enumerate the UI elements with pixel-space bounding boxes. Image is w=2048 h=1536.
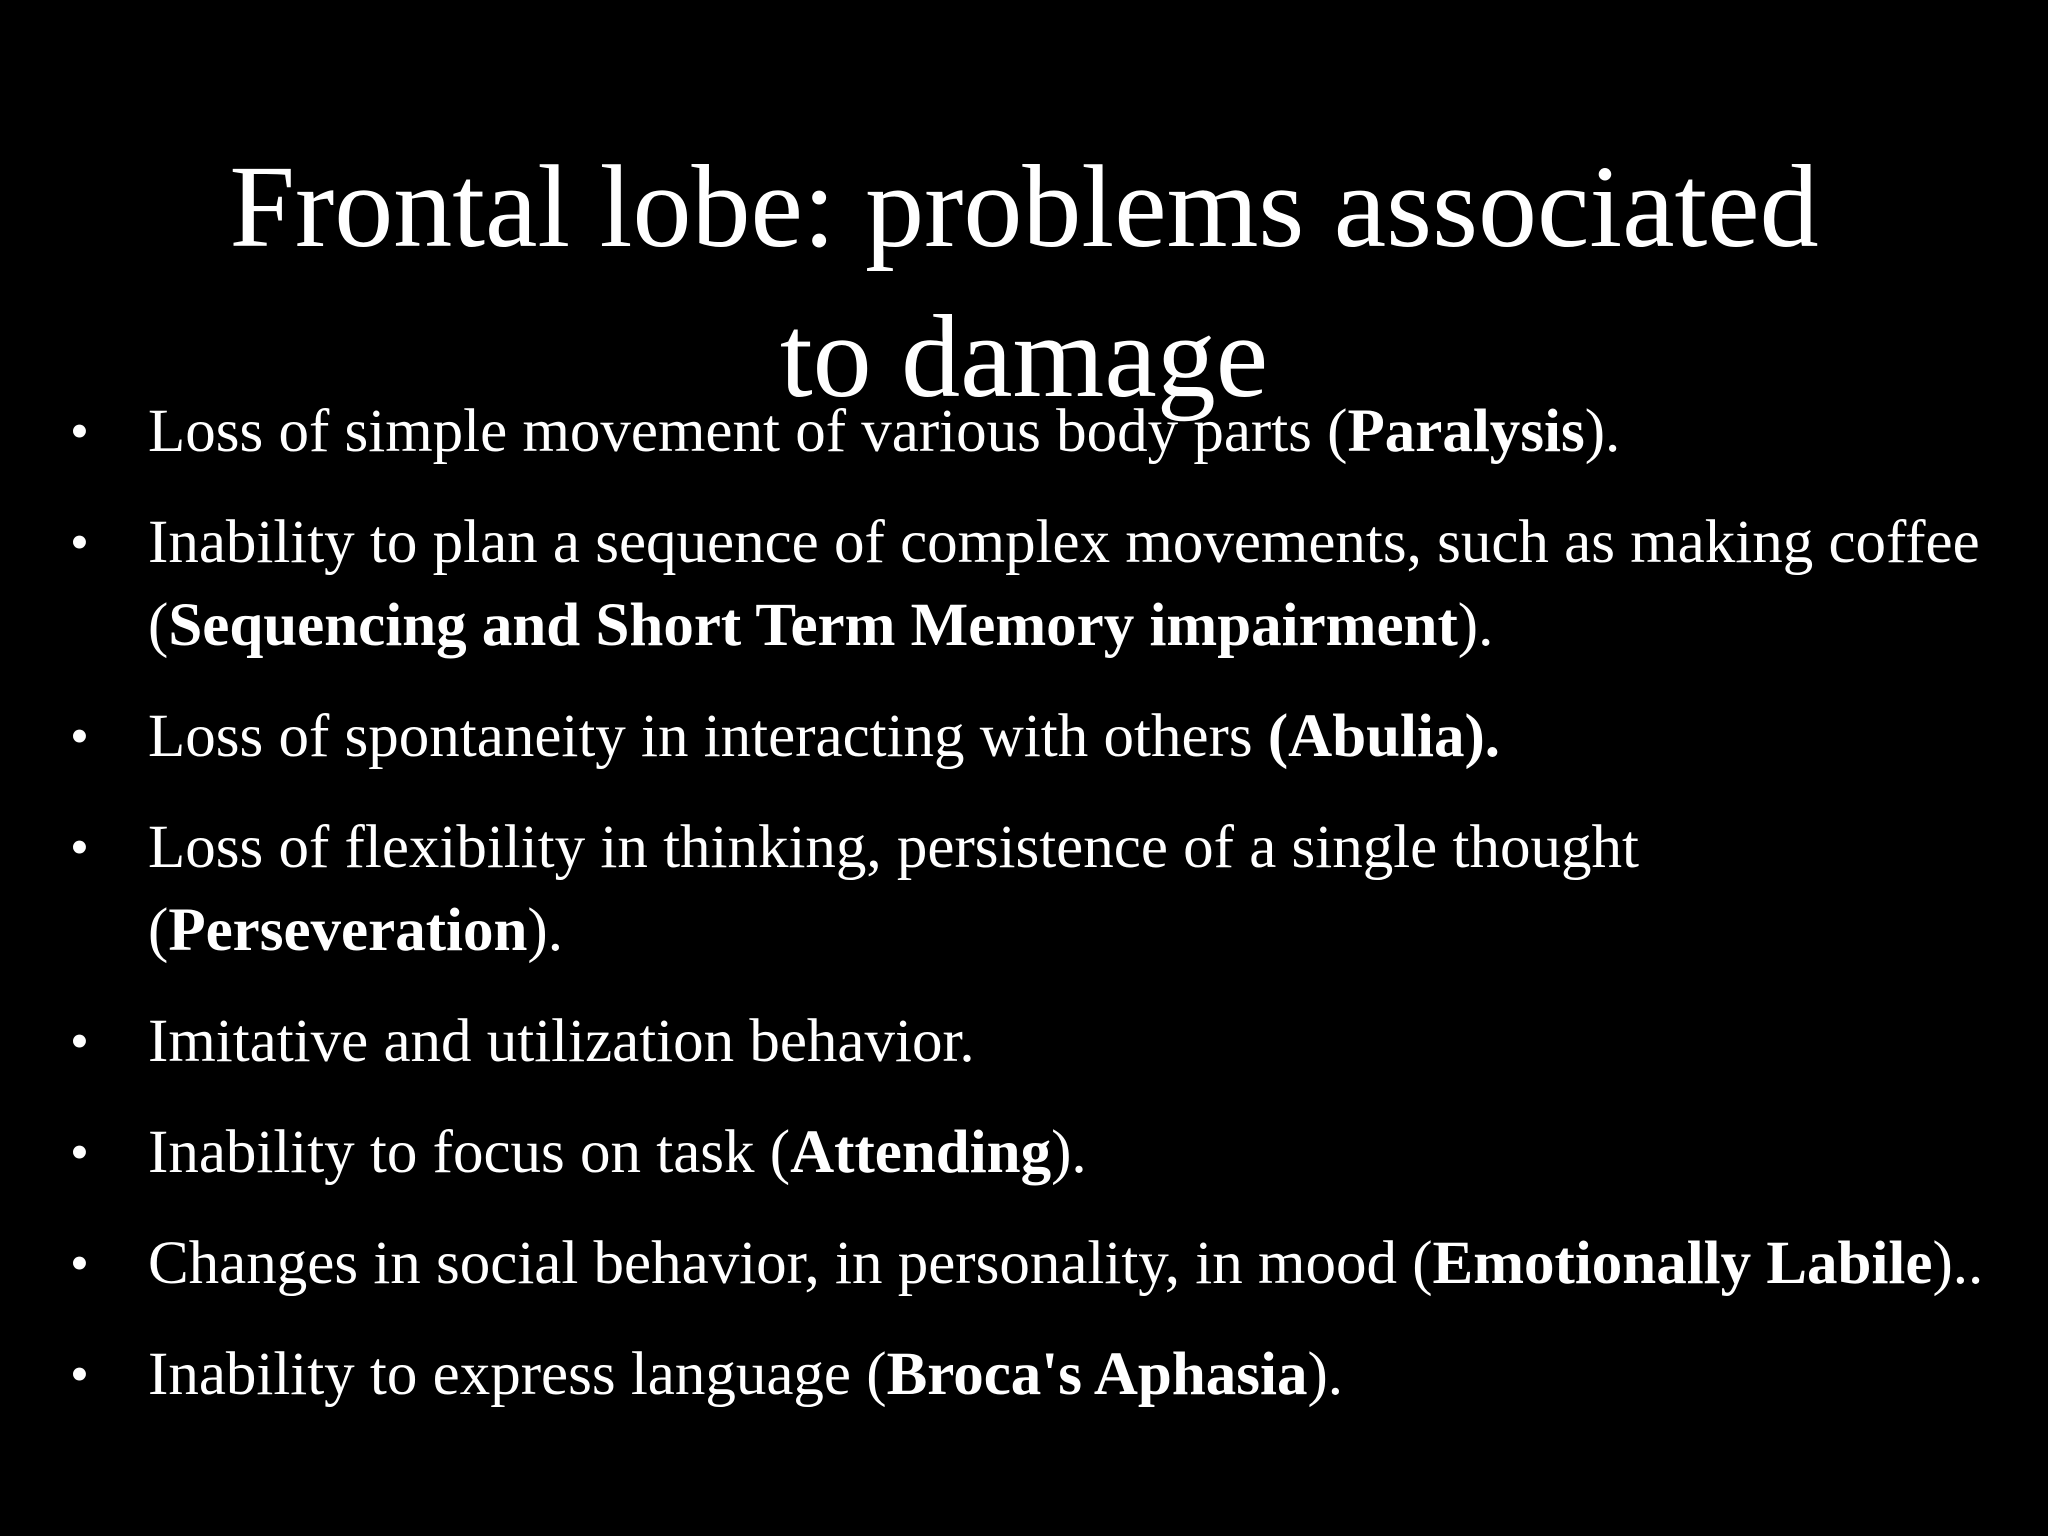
bullet-item-attending [70, 1111, 2030, 1194]
bullet-dot-icon: • [70, 1344, 89, 1404]
bullet-item-sequencing [70, 501, 2030, 667]
bullet-term: Perseveration [168, 897, 528, 964]
bullet-item-imitative [70, 1000, 2030, 1083]
bullet-term: Emotionally Labile [1432, 1230, 1933, 1297]
bullet-text: Loss of spontaneity in interacting with others (Abulia). [148, 703, 1501, 770]
bullet-item-emotionally-labile [70, 1222, 2030, 1305]
bullet-dot-icon: • [70, 1233, 89, 1293]
bullet-term: Attending [790, 1119, 1052, 1186]
bullet-text: Imitative and utilization behavior. [148, 1008, 975, 1075]
bullet-dot-icon: • [70, 1122, 89, 1182]
bullet-list [70, 390, 2030, 1444]
bullet-term: Sequencing and Short Term Memory impairment [168, 592, 1458, 659]
bullet-dot-icon: • [70, 817, 89, 877]
bullet-text: Inability to plan a sequence of complex movements, such as making coffee (Sequencing and Short Term Memory impairment). [148, 509, 1980, 659]
bullet-text: Inability to express language (Broca's Aphasia). [148, 1341, 1344, 1408]
bullet-text: Inability to focus on task (Attending). [148, 1119, 1087, 1186]
bullet-item-brocas-aphasia [70, 1333, 2030, 1416]
bullet-term: Broca's Aphasia [886, 1341, 1308, 1408]
bullet-dot-icon: • [70, 401, 89, 461]
title-line-1: Frontal lobe: problems associated [229, 141, 1819, 272]
slide-title [0, 132, 2048, 432]
bullet-term: (Abulia). [1267, 703, 1501, 770]
bullet-item-paralysis [70, 390, 2030, 473]
title-line-2: to damage [779, 291, 1269, 422]
bullet-text: Loss of simple movement of various body parts (Paralysis). [148, 398, 1621, 465]
bullet-item-perseveration [70, 806, 2030, 972]
bullet-text: Changes in social behavior, in personality, in mood (Emotionally Labile).. [148, 1230, 1984, 1297]
bullet-text: Loss of flexibility in thinking, persistence of a single thought (Perseveration). [148, 814, 1639, 964]
bullet-item-abulia [70, 695, 2030, 778]
bullet-term: Paralysis [1347, 398, 1585, 465]
bullet-dot-icon: • [70, 706, 89, 766]
bullet-dot-icon: • [70, 512, 89, 572]
bullet-dot-icon: • [70, 1011, 89, 1071]
